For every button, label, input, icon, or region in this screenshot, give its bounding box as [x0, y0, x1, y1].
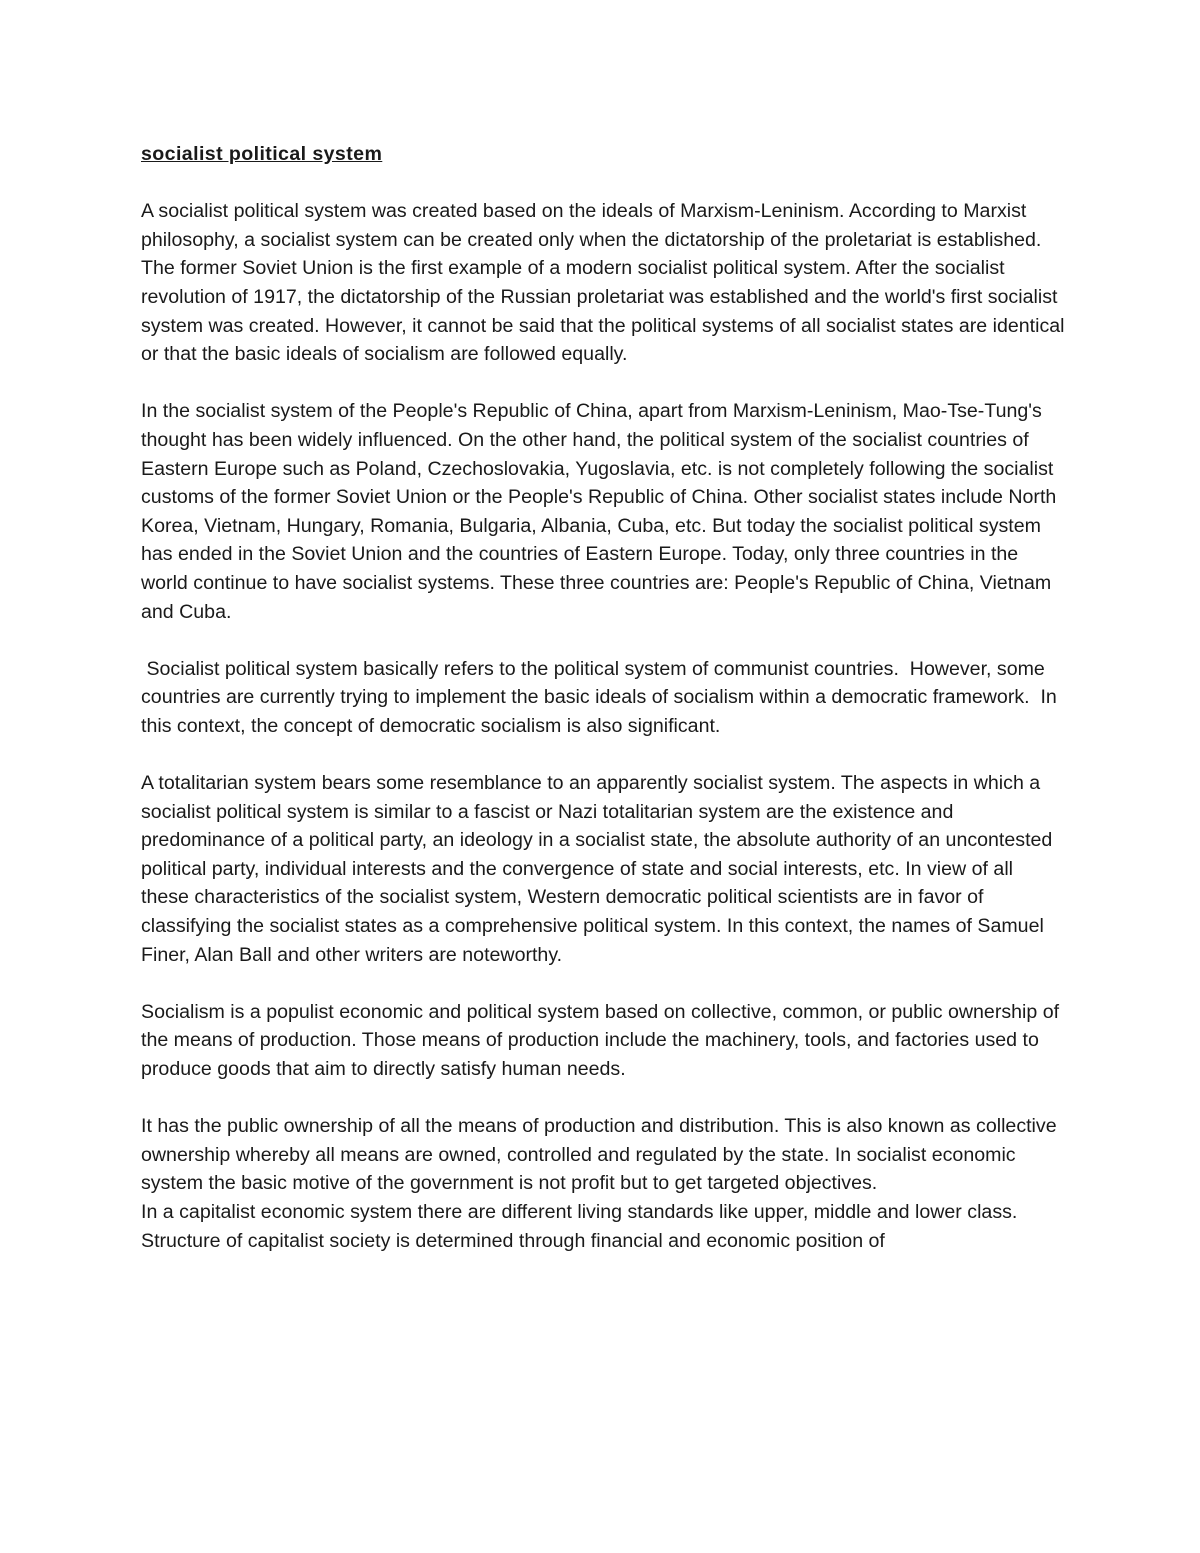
document-page — [141, 140, 1066, 1255]
paragraph-marxism-leninism: A socialist political system was created based on the ideals of Marxism-Leninism. According to Marxist philosophy, a socialist system can be created only when the dictatorship of the proletariat is established. The former Soviet Union is the first example of a modern socialist political system. After the socialist revolution of 1917, the dictatorship of the Russian proletariat was established and the world's first socialist system was created. However, it cannot be said that the political systems of all socialist states are identical or that the basic ideals of socialism are followed equally. — [141, 200, 1065, 366]
document-title: socialist political system — [141, 143, 383, 165]
paragraph-totalitarian-system: A totalitarian system bears some resemblance to an apparently socialist system. The aspects in which a socialist political system is similar to a fascist or Nazi totalitarian system are the existence and predominance of a political party, an ideology in a socialist state, the absolute authority of an uncontested political party, individual interests and the convergence of state and social interests, etc. In view of all these characteristics of the socialist system, Western democratic political scientists are in favor of classifying the socialist states as a comprehensive political system. In this context, the names of Samuel Finer, Alan Ball and other writers are noteworthy. — [141, 772, 1053, 966]
paragraph-capitalist-system: In a capitalist economic system there are different living standards like upper, middle and lower class. Structure of capitalist society is determined through financial and economic position of — [141, 1200, 1018, 1252]
paragraph-communist-countries: Socialist political system basically refers to the political system of communist countries. However, some countries are currently trying to implement the basic ideals of socialism within a democratic framework. In this context, the concept of democratic socialism is also significant. — [141, 657, 1063, 737]
paragraph-public-ownership: It has the public ownership of all the means of production and distribution. This is also known as collective ownership whereby all means are owned, controlled and regulated by the state. In socialist economic system the basic motive of the government is not profit but to get targeted objectives. — [141, 1115, 1057, 1195]
paragraph-socialism-definition: Socialism is a populist economic and political system based on collective, common, or public ownership of the means of production. Those means of production include the machinery, tools, and factories used to produce goods that aim to directly satisfy human needs. — [141, 1000, 1060, 1080]
paragraph-china-eastern-europe: In the socialist system of the People's Republic of China, apart from Marxism-Leninism, Mao-Tse-Tung's thought has been widely influenced. On the other hand, the political system of the socialist countries of Eastern Europe such as Poland, Czechoslovakia, Yugoslavia, etc. is not completely following the socialist customs of the former Soviet Union or the People's Republic of China. Other socialist states include North Korea, Vietnam, Hungary, Romania, Bulgaria, Albania, Cuba, etc. But today the socialist political system has ended in the Soviet Union and the countries of Eastern Europe. Today, only three countries in the world continue to have socialist systems. These three countries are: People's Republic of China, Vietnam and Cuba. — [141, 400, 1057, 623]
